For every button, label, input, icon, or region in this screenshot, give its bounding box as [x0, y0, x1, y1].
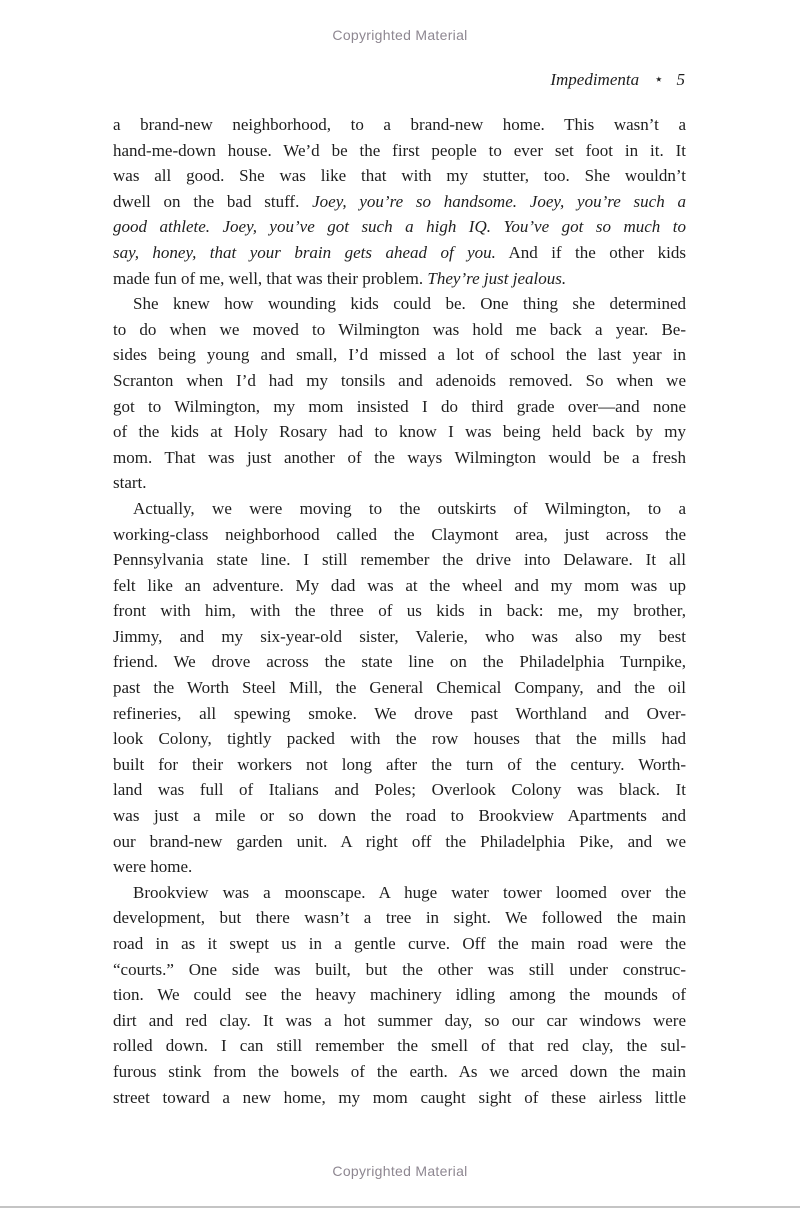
text-line: [113, 649, 686, 675]
running-header: [113, 70, 685, 90]
text-segment: was all good. She was like that with my stutter, too. She wouldn’t: [113, 166, 686, 186]
italic-text-segment: say, honey, that your brain gets ahead of you.: [113, 242, 496, 262]
text-segment: sides being young and small, I’d missed a lot of school the last year in: [113, 345, 686, 365]
text-line: [113, 701, 686, 727]
text-segment: dwell on the bad stuff.: [113, 191, 313, 211]
text-line: [113, 880, 686, 906]
text-segment: front with him, with the three of us kids in back: me, my brother,: [113, 601, 686, 621]
text-line: [113, 547, 686, 573]
text-segment: made fun of me, well, that was their problem.: [113, 268, 428, 288]
text-line: [113, 138, 686, 164]
text-segment: friend. We drove across the state line on the Philadelphia Turnpike,: [113, 652, 686, 672]
italic-text-segment: Joey, you’re so handsome. Joey, you’re such a: [312, 191, 686, 211]
text-segment: “courts.” One side was built, but the other was still under construc-: [113, 959, 686, 979]
text-segment: look Colony, tightly packed with the row houses that the mills had: [113, 729, 686, 749]
text-line: [113, 368, 686, 394]
text-segment: furous stink from the bowels of the earth. As we arced down the main: [113, 1061, 686, 1081]
text-line: [113, 317, 686, 343]
text-line: [113, 957, 686, 983]
text-line: [113, 803, 686, 829]
text-line: [113, 266, 686, 292]
text-segment: felt like an adventure. My dad was at the wheel and my mom was up: [113, 575, 686, 595]
text-line: [113, 752, 686, 778]
text-line: [113, 496, 686, 522]
text-segment: start.: [113, 473, 147, 493]
text-segment: was just a mile or so down the road to Brookview Apartments and: [113, 806, 686, 826]
text-line: [113, 112, 686, 138]
italic-text-segment: They’re just jealous.: [427, 268, 567, 288]
text-line: [113, 982, 686, 1008]
text-segment: Jimmy, and my six-year-old sister, Valerie, who was also my best: [113, 626, 686, 646]
copyright-notice-bottom: Copyrighted Material: [332, 1163, 468, 1179]
chapter-title: Impedimenta: [550, 70, 640, 89]
text-segment: rolled down. I can still remember the smell of that red clay, the sul-: [113, 1036, 686, 1056]
text-line: [113, 291, 686, 317]
text-segment: And if the other kids: [495, 242, 686, 262]
text-line: [113, 1008, 686, 1034]
text-line: [113, 445, 686, 471]
text-line: [113, 470, 686, 496]
text-segment: working-class neighborhood called the Claymont area, just across the: [113, 524, 686, 544]
page-number: 5: [676, 70, 685, 89]
text-line: [113, 598, 686, 624]
text-segment: of the kids at Holy Rosary had to know I was being held back by my: [113, 422, 686, 442]
text-segment: refineries, all spewing smoke. We drove past Worthland and Over-: [113, 703, 686, 723]
text-segment: hand-me-down house. We’d be the first people to ever set foot in it. It: [113, 140, 686, 160]
text-line: [113, 1059, 686, 1085]
text-line: [113, 522, 686, 548]
text-line: [113, 931, 686, 957]
text-segment: street toward a new home, my mom caught sight of these airless little: [113, 1087, 686, 1107]
text-line: [113, 342, 686, 368]
text-line: [113, 214, 686, 240]
text-segment: were home.: [113, 857, 193, 877]
body-text: [113, 112, 686, 1110]
text-segment: mom. That was just another of the ways Wilmington would be a fresh: [113, 447, 686, 467]
italic-text-segment: good athlete. Joey, you’ve got such a high IQ. You’ve got so much to: [113, 217, 686, 237]
text-line: [113, 675, 686, 701]
text-segment: a brand-new neighborhood, to a brand-new home. This wasn’t a: [113, 115, 686, 134]
star-icon: ⋆: [654, 72, 664, 88]
text-segment: road in as it swept us in a gentle curve. Off the main road were the: [113, 934, 686, 953]
text-segment: Scranton when I’d had my tonsils and adenoids removed. So when we: [113, 370, 686, 390]
text-line: [113, 1085, 686, 1111]
text-segment: land was full of Italians and Poles; Overlook Colony was black. It: [113, 780, 686, 800]
text-line: [113, 1033, 686, 1059]
text-segment: development, but there wasn’t a tree in sight. We followed the main: [113, 908, 686, 928]
text-segment: Actually, we were moving to the outskirts of Wilmington, to a: [133, 498, 686, 518]
text-segment: past the Worth Steel Mill, the General Chemical Company, and the oil: [113, 678, 686, 698]
text-segment: She knew how wounding kids could be. One thing she determined: [133, 294, 686, 314]
text-line: [113, 726, 686, 752]
text-line: [113, 394, 686, 420]
copyright-notice-top: Copyrighted Material: [332, 27, 468, 43]
text-segment: to do when we moved to Wilmington was hold me back a year. Be-: [113, 319, 686, 339]
text-segment: dirt and red clay. It was a hot summer day, so our car windows were: [113, 1010, 686, 1030]
text-line: [113, 624, 686, 650]
text-segment: our brand-new garden unit. A right off the Philadelphia Pike, and we: [113, 831, 686, 851]
text-line: [113, 905, 686, 931]
text-segment: Brookview was a moonscape. A huge water tower loomed over the: [133, 882, 686, 902]
text-line: [113, 573, 686, 599]
text-line: [113, 829, 686, 855]
text-line: [113, 419, 686, 445]
text-segment: got to Wilmington, my mom insisted I do third grade over—and none: [113, 396, 686, 416]
text-line: [113, 854, 686, 880]
text-line: [113, 777, 686, 803]
text-line: [113, 163, 686, 189]
text-line: [113, 189, 686, 215]
text-segment: built for their workers not long after the turn of the century. Worth-: [113, 754, 686, 774]
text-line: [113, 240, 686, 266]
text-segment: Pennsylvania state line. I still remember the drive into Delaware. It all: [113, 550, 686, 570]
text-segment: tion. We could see the heavy machinery idling among the mounds of: [113, 985, 686, 1005]
